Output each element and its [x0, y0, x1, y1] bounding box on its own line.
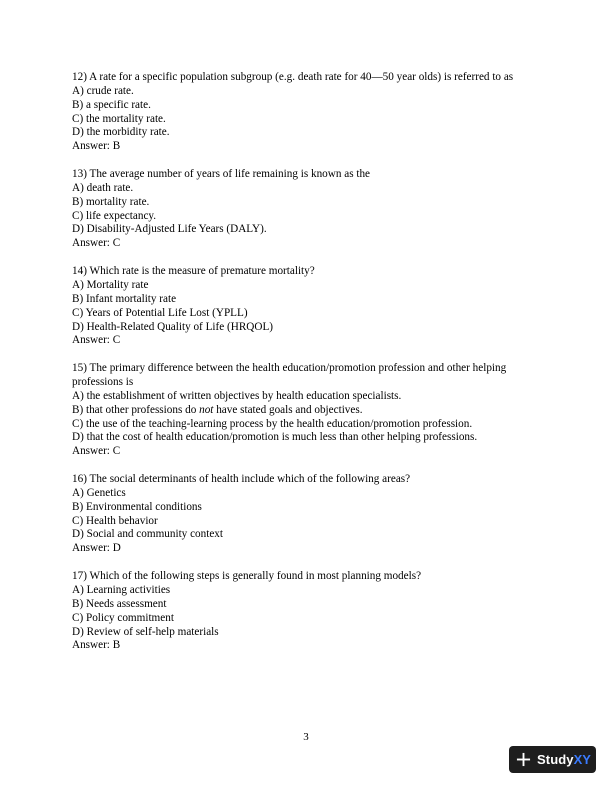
answer-option-d: D) Review of self-help materials: [72, 625, 219, 638]
answer-option-a: A) crude rate.: [72, 84, 134, 97]
question-15: [72, 362, 544, 459]
question-stem: 14) Which rate is the measure of premature mortality?: [72, 265, 315, 278]
document-body: [72, 71, 544, 667]
answer-option-b: B) Needs assessment: [72, 597, 167, 610]
question-stem: 15) The primary difference between the health education/promotion profession and other helping professions is: [72, 362, 507, 389]
answer-option-b: B) Environmental conditions: [72, 500, 202, 513]
option-text-prefix: B) that other professions do: [72, 403, 200, 416]
answer-option-b: B) a specific rate.: [72, 98, 151, 111]
studyxy-badge[interactable]: [509, 746, 596, 773]
answer-option-d: D) Social and community context: [72, 528, 223, 541]
answer-option-a: A) the establishment of written objectives by health education specialists.: [72, 389, 402, 402]
answer-key: Answer: C: [72, 237, 121, 250]
answer-option-d: D) Health-Related Quality of Life (HRQOL): [72, 320, 273, 333]
answer-option-c: C) Policy commitment: [72, 611, 174, 624]
answer-option-c: C) the use of the teaching-learning process by the health education/promotion profession.: [72, 417, 473, 430]
question-14: [72, 265, 544, 348]
answer-option-a: A) Mortality rate: [72, 278, 149, 291]
question-12: [72, 71, 544, 154]
answer-option-c: C) life expectancy.: [72, 209, 157, 222]
answer-key: Answer: D: [72, 542, 121, 555]
answer-option-d: D) that the cost of health education/promotion is much less than other helping professions.: [72, 431, 478, 444]
page-number: 3: [303, 731, 309, 743]
answer-option-c: C) the mortality rate.: [72, 112, 166, 125]
plus-icon: [516, 752, 531, 767]
question-stem: 12) A rate for a specific population subgroup (e.g. death rate for 40—50 year olds) is referred to as: [72, 71, 514, 83]
answer-option-d: D) the morbidity rate.: [72, 126, 170, 139]
question-stem: 16) The social determinants of health include which of the following areas?: [72, 473, 411, 486]
answer-option-b: B) Infant mortality rate: [72, 292, 177, 305]
answer-option-a: A) Learning activities: [72, 584, 171, 596]
answer-option-a: A) Genetics: [72, 486, 126, 499]
question-stem: 13) The average number of years of life remaining is known as the: [72, 168, 371, 181]
brand-accent: XY: [573, 752, 591, 767]
answer-option-b: [72, 404, 544, 418]
question-13: [72, 168, 544, 251]
answer-option-b: B) mortality rate.: [72, 195, 150, 208]
answer-key: Answer: C: [72, 334, 121, 347]
answer-key: Answer: C: [72, 445, 121, 458]
question-16: [72, 473, 544, 556]
answer-option-a: A) death rate.: [72, 181, 134, 194]
answer-option-c: C) Years of Potential Life Lost (YPLL): [72, 306, 248, 319]
answer-option-c: C) Health behavior: [72, 514, 158, 527]
answer-option-d: D) Disability-Adjusted Life Years (DALY).: [72, 223, 267, 236]
option-text-suffix: have stated goals and objectives.: [213, 403, 363, 416]
answer-key: Answer: B: [72, 140, 121, 153]
question-17: [72, 570, 544, 653]
answer-key: Answer: B: [72, 639, 121, 652]
question-stem: 17) Which of the following steps is generally found in most planning models?: [72, 570, 422, 583]
brand-name: Study: [537, 752, 574, 767]
emphasized-word: not: [199, 403, 214, 416]
